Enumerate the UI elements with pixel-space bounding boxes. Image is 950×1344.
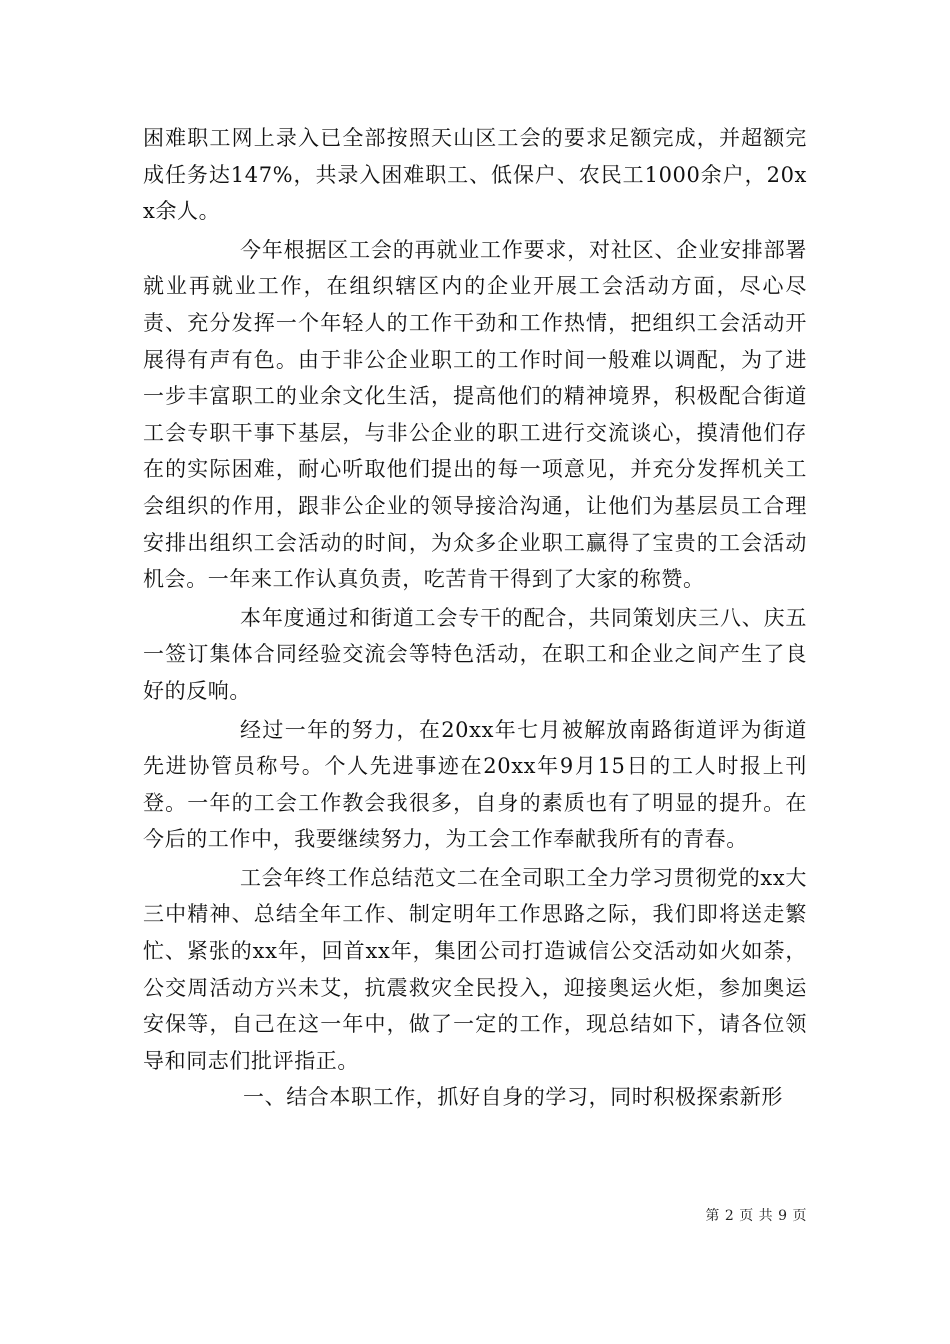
page-number-footer: 第 2 页 共 9 页	[705, 1208, 807, 1224]
paragraph-continuation: 困难职工网上录入已全部按照天山区工会的要求足额完成，并超额完成任务达147%，共录入困难职工、低保户、农民工1000余户，20xx余人。	[143, 126, 807, 224]
paragraph-reemployment: 今年根据区工会的再就业工作要求，对社区、企业安排部署就业再就业工作，在组织辖区内的企业开展工会活动方面，尽心尽责、充分发挥一个年轻人的工作干劲和工作热情，把组织工会活动开展得有声有色。由于非公企业职工的工作时间一般难以调配，为了进一步丰富职工的业余文化生活，提高他们的精神境界，积极配合街道工会专职干事下基层，与非公企业的职工进行交流谈心，摸清他们存在的实际困难，耐心听取他们提出的每一项意见，并充分发挥机关工会组织的作用，跟非公企业的领导接洽沟通，让他们为基层员工合理安排出组织工会活动的时间，为众多企业职工赢得了宝贵的工会活动机会。一年来工作认真负责，吃苦肯干得到了大家的称赞。	[143, 237, 807, 592]
paragraph-achievements: 经过一年的努力，在20xx年七月被解放南路街道评为街道先进协管员称号。个人先进事迹在20xx年9月15日的工人时报上刊登。一年的工会工作教会我很多，自身的素质也有了明显的提升。在今后的工作中，我要继续努力，为工会工作奉献我所有的青春。	[143, 717, 807, 852]
paragraph-activities: 本年度通过和街道工会专干的配合，共同策划庆三八、庆五一签订集体合同经验交流会等特色活动，在职工和企业之间产生了良好的反响。	[143, 605, 807, 703]
paragraph-sample-two-intro: 工会年终工作总结范文二在全司职工全力学习贯彻党的xx大三中精神、总结全年工作、制定明年工作思路之际，我们即将送走繁忙、紧张的xx年，回首xx年，集团公司打造诚信公交活动如火如荼，公交周活动方兴未艾，抗震救灾全民投入，迎接奥运火炬，参加奥运安保等，自己在这一年中，做了一定的工作，现总结如下，请各位领导和同志们批评指正。	[143, 865, 807, 1073]
document-body	[143, 120, 807, 1116]
paragraph-section-one-heading: 一、结合本职工作，抓好自身的学习，同时积极探索新形	[243, 1085, 783, 1110]
